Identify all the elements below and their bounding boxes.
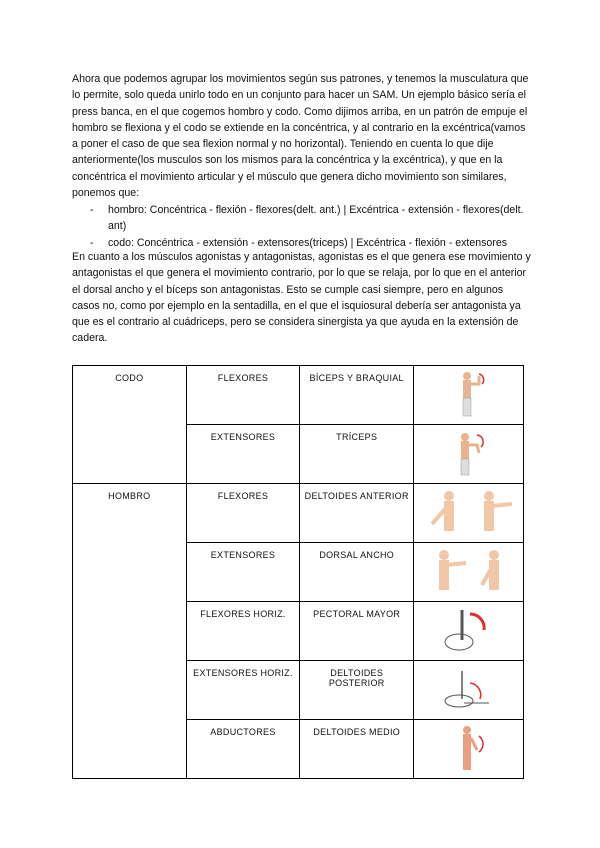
horizontal-flexion-image	[414, 602, 524, 661]
muscle-cell: DELTOIDES POSTERIOR	[300, 661, 414, 720]
paragraph-agonists: En cuanto a los músculos agonistas y antagonistas, agonistas es el que genera ese movimiento y antagonistas el que genera el movimiento contrario, por lo que se relaja, por lo que en el anterior el dorsal ancho y el bíceps son antagonistas. Esto se cumple casi siempre, pero en algunos casos no, como por ejemplo en la sentadilla, en el que el isquiosural debería ser antagonista ya que es el contrario al cuádriceps, pero se considera sinergista ya que ayuda en la extensión de cadera.	[72, 251, 531, 345]
movement-cell: EXTENSORES HORIZ.	[186, 661, 300, 720]
muscle-cell: DORSAL ANCHO	[300, 543, 414, 602]
shoulder-extension-image	[414, 543, 524, 602]
bullet-marker: -	[90, 204, 94, 216]
muscle-cell: PECTORAL MAYOR	[300, 602, 414, 661]
joint-cell: HOMBRO	[73, 484, 187, 779]
shoulder-flexion-image	[414, 484, 524, 543]
movement-cell: EXTENSORES	[186, 425, 300, 484]
movement-cell: EXTENSORES	[186, 543, 300, 602]
bullet-text: codo: Concéntrica - extensión - extensores(triceps) | Excéntrica - flexión - extensores	[108, 237, 508, 249]
muscle-cell: BÍCEPS Y BRAQUIAL	[300, 366, 414, 425]
bullet-hombro	[90, 202, 530, 235]
movement-cell: FLEXORES	[186, 366, 300, 425]
joint-cell: CODO	[73, 366, 187, 484]
shoulder-abduction-image	[414, 720, 524, 779]
movement-cell: FLEXORES HORIZ.	[186, 602, 300, 661]
muscle-cell: TRÍCEPS	[300, 425, 414, 484]
muscle-cell: DELTOIDES ANTERIOR	[300, 484, 414, 543]
bullet-marker: -	[90, 237, 94, 249]
elbow-extension-image	[414, 425, 524, 484]
movement-cell: ABDUCTORES	[186, 720, 300, 779]
muscle-cell: DELTOIDES MEDIO	[300, 720, 414, 779]
elbow-flexion-image	[414, 366, 524, 425]
muscle-table	[72, 365, 524, 779]
bullet-text: hombro: Concéntrica - flexión - flexores(delt. ant.) | Excéntrica - extensión - flexores(delt. ant)	[108, 204, 524, 233]
horizontal-extension-image	[414, 661, 524, 720]
paragraph-intro: Ahora que podemos agrupar los movimientos según sus patrones, y tenemos la musculatura que lo permite, solo queda unirlo todo en un conjunto para hacer un SAM. Un ejemplo básico sería el press banca, en el que cogemos hombro y codo. Como dijimos arriba, en un patrón de empuje el hombro se flexiona y el codo se extiende en la concéntrica, y al contrario en la excéntrica(vamos a poner el caso de que sea flexion normal y no horizontal). Teniendo en cuenta lo que dije anteriormente(los musculos son los mismos para la concéntrica y la excéntrica), y que en la concéntrica el movimiento articular y el músculo que genera dicho movimiento son similares, ponemos que:	[72, 73, 529, 200]
movement-cell: FLEXORES	[186, 484, 300, 543]
